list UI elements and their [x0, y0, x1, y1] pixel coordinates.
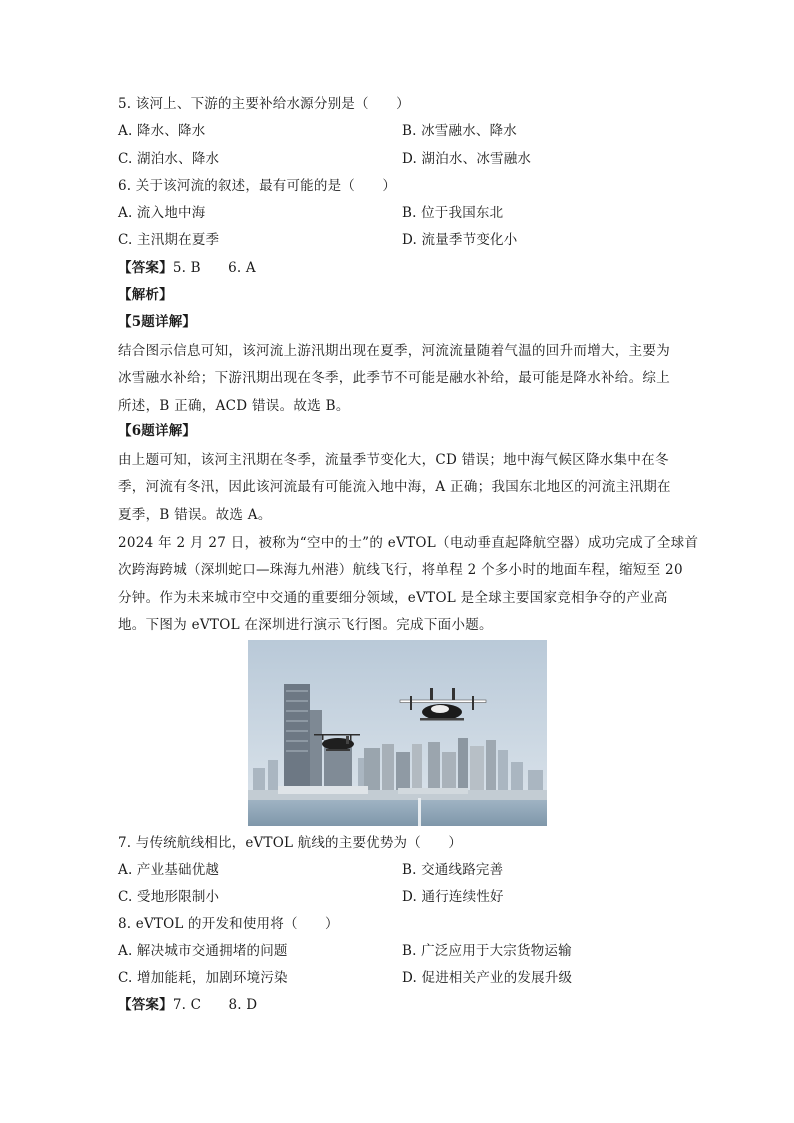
- q5-option-c: C. 湖泊水、降水: [118, 151, 220, 167]
- q7-stem: 7. 与传统航线相比，eVTOL 航线的主要优势为（ ）: [118, 835, 463, 851]
- detail-5-line: 所述，B 正确，ACD 错误。故选 B。: [118, 397, 350, 414]
- q6-option-b: B. 位于我国东北: [402, 205, 504, 221]
- q8-option-d: D. 促进相关产业的发展升级: [402, 970, 573, 986]
- q8-option-a: A. 解决城市交通拥堵的问题: [118, 943, 288, 959]
- q7-option-b: B. 交通线路完善: [402, 862, 504, 878]
- intro-line: 分钟。作为未来城市空中交通的重要细分领域，eVTOL 是全球主要国家竞相争夺的产业高: [118, 589, 668, 606]
- detail-5-text: [118, 338, 674, 420]
- answer-text: 5. B 6. A: [172, 260, 256, 276]
- sea: [248, 800, 547, 826]
- answer-label: 【答案】: [118, 260, 173, 276]
- q8-option-b: B. 广泛应用于大宗货物运输: [402, 943, 572, 959]
- q5-option-b: B. 冰雪融水、降水: [402, 123, 518, 139]
- analysis-label: 【解析】: [118, 287, 173, 303]
- detail-5-label: 【5题详解】: [118, 314, 197, 330]
- intro-line: 2024 年 2 月 27 日，被称为“空中的士”的 eVTOL（电动垂直起降航空器）成功完成了全球首: [118, 535, 699, 551]
- evtol-demo-photo: [248, 640, 547, 826]
- detail-5-line: 冰雪融水补给；下游汛期出现在冬季，此季节不可能是融水补给，最可能是降水补给。综上: [118, 370, 670, 387]
- answer-block-2: [118, 995, 257, 1015]
- q6-option-c: C. 主汛期在夏季: [118, 232, 220, 248]
- detail-5-line: 结合图示信息可知，该河流上游汛期出现在夏季，河流流量随着气温的回升而增大，主要为: [118, 343, 670, 359]
- answer-text: 7. C 8. D: [172, 997, 258, 1013]
- detail-6-label: 【6题详解】: [118, 423, 197, 439]
- detail-6-line: 夏季，B 错误。故选 A。: [118, 506, 272, 523]
- detail-6-line: 由上题可知，该河主汛期在冬季，流量季节变化大，CD 错误；地中海气候区降水集中在冬: [118, 452, 669, 468]
- evtol-intro: [118, 530, 699, 640]
- q6-option-a: A. 流入地中海: [118, 205, 206, 221]
- q8-stem: 8. eVTOL 的开发和使用将（ ）: [118, 916, 339, 932]
- answer-block-1: [118, 258, 256, 278]
- answer-label: 【答案】: [118, 997, 173, 1013]
- q7-option-c: C. 受地形限制小: [118, 889, 220, 905]
- q5-option-a: A. 降水、降水: [118, 123, 206, 139]
- intro-line: 地。下图为 eVTOL 在深圳进行演示飞行图。完成下面小题。: [118, 617, 493, 634]
- q5-option-d: D. 湖泊水、冰雪融水: [402, 151, 532, 167]
- intro-line: 次跨海跨城（深圳蛇口—珠海九州港）航线飞行，将单程 2 个多小时的地面车程，缩短至 20: [118, 562, 683, 579]
- q8-option-c: C. 增加能耗，加剧环境污染: [118, 970, 288, 986]
- detail-6-line: 季，河流有冬汛，因此该河流最有可能流入地中海，A 正确；我国东北地区的河流主汛期在: [118, 479, 671, 496]
- detail-6-text: [118, 447, 674, 529]
- q7-option-a: A. 产业基础优越: [118, 862, 220, 878]
- q5-stem: 5. 该河上、下游的主要补给水源分别是（ ）: [118, 96, 410, 112]
- q7-option-d: D. 通行连续性好: [402, 889, 504, 905]
- q6-stem: 6. 关于该河流的叙述，最有可能的是（ ）: [118, 178, 397, 194]
- q6-option-d: D. 流量季节变化小: [402, 232, 518, 248]
